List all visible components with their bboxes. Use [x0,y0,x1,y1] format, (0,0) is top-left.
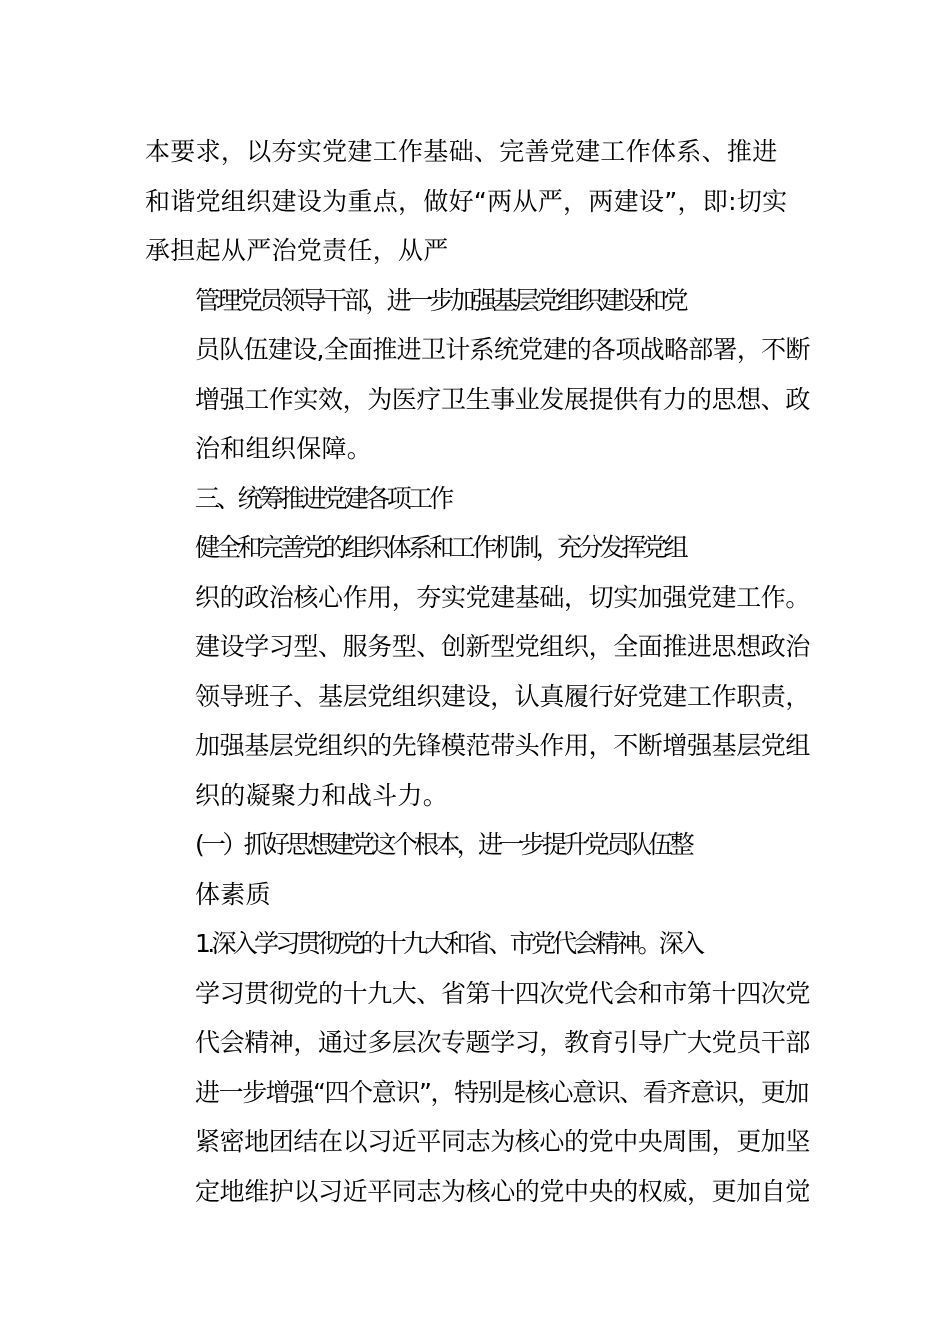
paragraph-intro-continuation [145,127,810,276]
text-line: 定地维护以习近平同志为核心的党中央的权威，更加自觉 [195,1176,811,1206]
text-line: 加强基层党组织的先锋模范带头作用，不断增强基层党组 [195,731,811,760]
text-line: 和谐党组织建设为重点，做好“两从严，两建设”，即:切实 [145,186,788,216]
section-heading-text: 三、统筹推进党建各项工作 [195,483,451,513]
text-line: 紧密地团结在以习近平同志为核心的党中央周围，更加坚 [195,1127,811,1156]
document-body [145,127,810,1216]
section-heading [145,474,810,524]
paragraph-cadre-management [145,276,810,474]
text-line: 代会精神，通过多层次专题学习，教育引导广大党员干部 [195,1028,811,1057]
paragraph-study-item-1 [145,919,810,1216]
text-line: 1.深入学习贯彻党的十九大和省、市党代会精神。深入 [195,929,702,958]
text-line: 健全和完善党的组织体系和工作机制，充分发挥党组 [195,533,685,562]
text-line: 学习贯彻党的十九大、省第十四次党代会和市第十四次党 [195,978,811,1008]
text-line: 增强工作实效，为医疗卫生事业发展提供有力的思想、政 [195,384,811,414]
text-line: 织的凝聚力和战斗力。 [195,780,449,810]
text-line: 织的政治核心作用，夯实党建基础，切实加强党建工作。 [195,582,811,612]
text-line: 领导班子、基层党组织建设，认真履行好党建工作职责， [195,681,811,711]
subsection-heading-text: 体素质 [195,879,271,909]
text-line: 建设学习型、服务型、创新型党组织，全面推进思想政治 [195,632,811,661]
paragraph-organization-system [145,523,810,820]
text-line: 本要求，以夯实党建工作基础、完善党建工作体系、推进 [145,137,778,166]
text-line: 进一步增强“四个意识”，特别是核心意识、看齐意识，更加 [195,1077,809,1107]
text-line: 治和组织保障。 [195,434,373,463]
text-line: 管理党员领导干部，进一步加强基层党组织建设和党 [195,285,685,315]
text-line: 承担起从严治党责任，从严 [145,236,449,265]
text-line: 员队伍建设,全面推进卫计系统党建的各项战略部署，不断 [195,335,810,364]
subsection-heading-text: (一）抓好思想建党这个根本，进一步提升党员队伍整 [195,830,691,859]
subsection-heading [145,820,810,919]
